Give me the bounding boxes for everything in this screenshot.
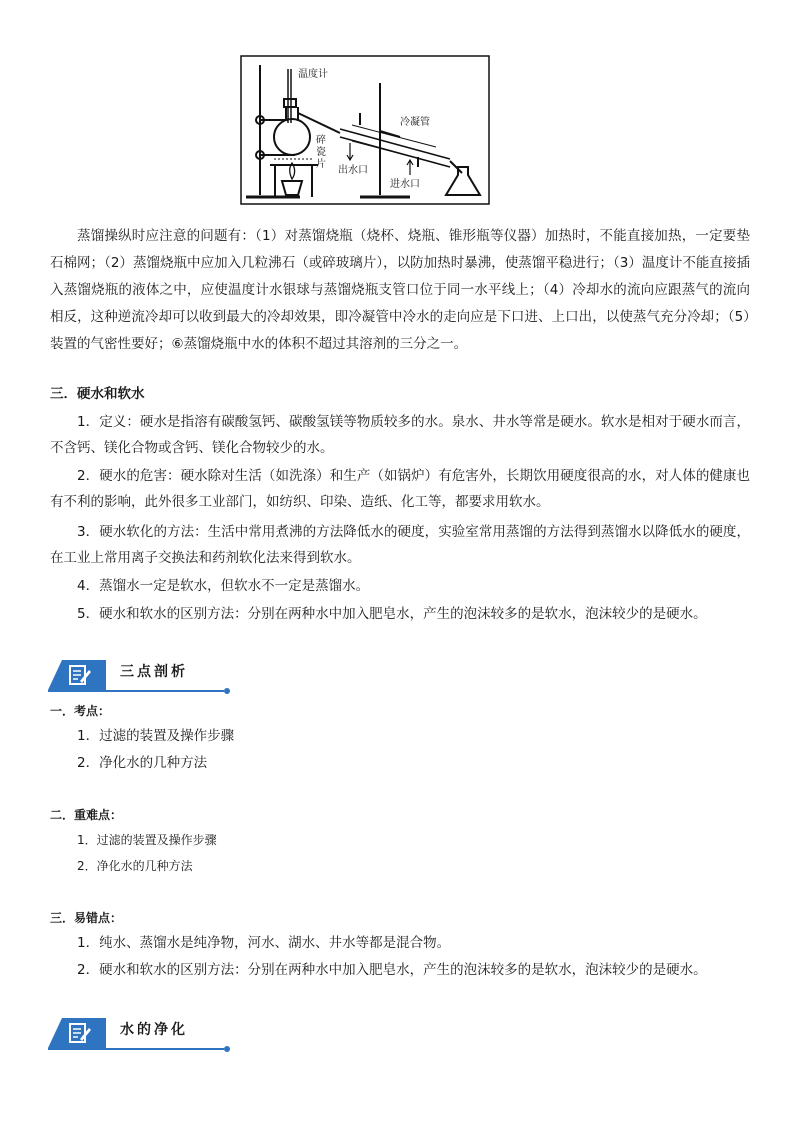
kaodian-item-1: 1．过滤的装置及操作步骤 xyxy=(77,728,235,744)
label-thermometer: 温度计 xyxy=(298,69,328,80)
section-title-purification xyxy=(48,1010,238,1052)
yicuodian-heading: 三．易错点： xyxy=(50,911,123,925)
section-title-purification-text: 水的净化 xyxy=(120,1022,188,1038)
notepad-pencil-icon xyxy=(68,664,92,686)
section-title-rule-dot xyxy=(224,688,230,694)
zhongnandian-item-2: 2．净化水的几种方法 xyxy=(77,859,193,873)
section-title-rule xyxy=(48,1048,224,1050)
section-title-analysis xyxy=(48,652,238,694)
yicuodian-item-2: 2．硬水和软水的区别方法：分别在两种水中加入肥皂水，产生的泡沫较多的是软水，泡沫较少的是硬水。 xyxy=(77,962,707,978)
hard-water-item-4: 4．蒸馏水一定是软水，但软水不一定是蒸馏水。 xyxy=(77,578,370,594)
kaodian-heading: 一．考点： xyxy=(50,704,111,718)
distillation-apparatus-figure xyxy=(240,55,490,205)
label-condenser: 冷凝管 xyxy=(400,117,430,128)
hard-water-item-5: 5．硬水和软水的区别方法：分别在两种水中加入肥皂水，产生的泡沫较多的是软水，泡沫较少的是硬水。 xyxy=(77,606,707,622)
label-chips-3: 片 xyxy=(316,159,326,170)
label-inlet: 进水口 xyxy=(390,179,420,190)
hard-water-item-1: 1．定义：硬水是指溶有碳酸氢钙、碳酸氢镁等物质较多的水。泉水、井水等常是硬水。软水是相对于硬水而言，不含钙、镁化合物或含钙、镁化合物较少的水。 xyxy=(50,414,750,456)
hard-water-item-3: 3．硬水软化的方法：生活中常用煮沸的方法降低水的硬度，实验室常用蒸馏的方法得到蒸馏水以降低水的硬度，在工业上常用离子交换法和药剂软化法来得到软水。 xyxy=(50,524,750,566)
hard-water-item-2: 2．硬水的危害：硬水除对生活（如洗涤）和生产（如锅炉）有危害外，长期饮用硬度很高的水，对人体的健康也有不利的影响，此外很多工业部门，如纺织、印染、造纸、化工等，都要求用软水。 xyxy=(50,468,750,510)
zhongnandian-heading: 二．重难点： xyxy=(50,808,123,822)
section-title-analysis-text: 三点剖析 xyxy=(120,664,188,680)
section-hard-soft-water-heading: 三．硬水和软水 xyxy=(50,386,145,402)
label-outlet: 出水口 xyxy=(338,165,368,176)
notepad-pencil-icon xyxy=(68,1022,92,1044)
label-chips-2: 瓷 xyxy=(316,147,326,158)
yicuodian-item-1: 1．纯水、蒸馏水是纯净物，河水、湖水、井水等都是混合物。 xyxy=(77,935,451,951)
zhongnandian-item-1: 1．过滤的装置及操作步骤 xyxy=(77,833,217,847)
section-title-rule-dot xyxy=(224,1046,230,1052)
kaodian-item-2: 2．净化水的几种方法 xyxy=(77,755,208,771)
label-chips-1: 碎 xyxy=(316,135,326,146)
section-title-rule xyxy=(48,690,224,692)
distillation-notes-paragraph: 蒸馏操纵时应注意的问题有：（1）对蒸馏烧瓶（烧杯、烧瓶、锥形瓶等仪器）加热时，不能直接加热，一定要垫石棉网；（2）蒸馏烧瓶中应加入几粒沸石（或碎玻璃片），以防加热时暴沸，使蒸馏平稳进行；（3）温度计不能直接插入蒸馏烧瓶的液体之中，应使温度计水银球与蒸馏烧瓶支管口位于同一水平线上；（4）冷却水的流向应跟蒸气的流向相反，这种逆流冷却可以收到最大的冷却效果，即冷凝管中冷水的走向应是下口进、上口出，以使蒸气充分冷却；（5）装置的气密性要好；⑥蒸馏烧瓶中水的体积不超过其溶剂的三分之一。 xyxy=(50,228,750,352)
